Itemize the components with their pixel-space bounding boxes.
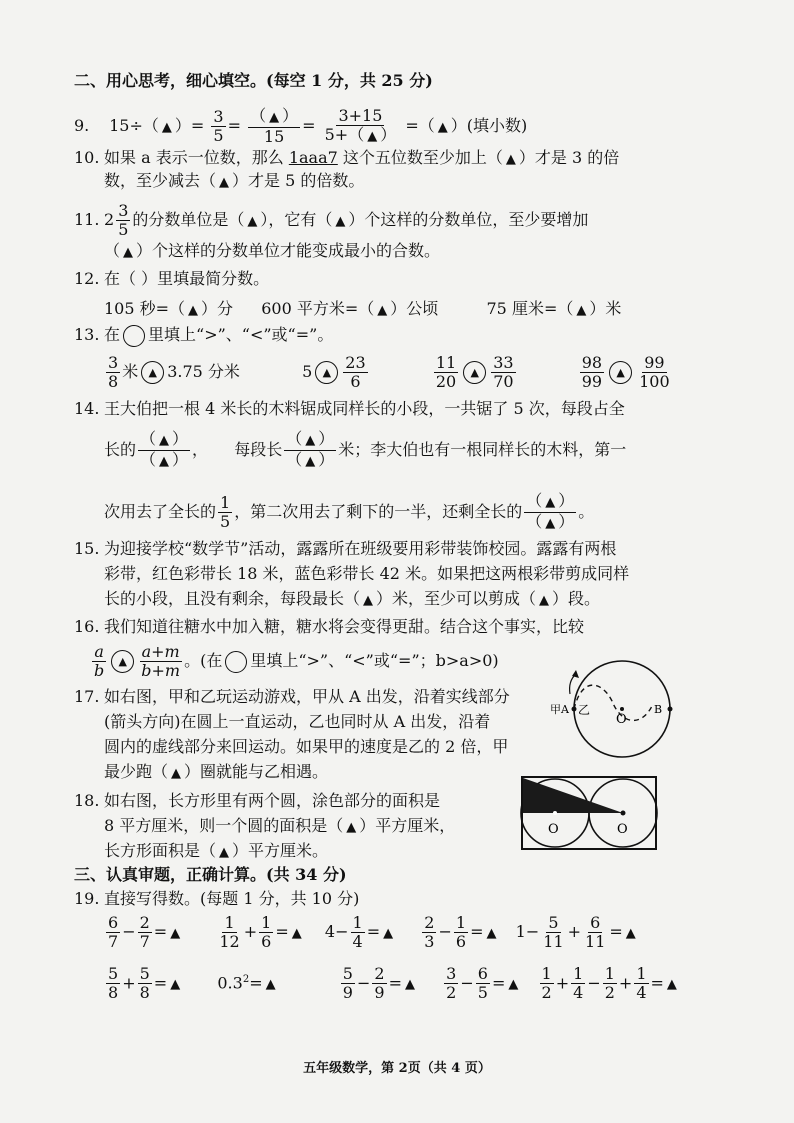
question-11-line-2: （ ▲ ）个这样的分数单位才能变成最小的合数。 — [104, 241, 441, 260]
fraction: $\frac{3}{5}$ — [213, 107, 224, 145]
question-10-line-2: 数，至少减去（ ▲ ）才是 5 的倍数。 — [104, 171, 365, 190]
fraction: $\frac{3+15}{5+( ▲ )}$ — [324, 106, 397, 144]
question-9: 9. 15÷（ ▲ ）= $\frac{3}{5}$ = （ ▲ ） 15 = $\frac{3+15}{5+( ▲ )}$ =（ ▲ ）(填小数) — [74, 106, 528, 146]
rectangle-two-circles-figure — [520, 775, 660, 853]
circled-triangle-icon: ▲ — [463, 361, 486, 384]
question-13: 13. 在 里填上“>”、“<”或“=”。 — [74, 324, 333, 347]
circle-motion-figure — [542, 656, 677, 766]
circled-triangle-icon: ▲ — [141, 361, 164, 384]
calc-row-2: $\frac{5}{8}$ + $\frac{5}{8}$ = ▲ $0.3^2=$ ▲ $\frac{5}{9}$ − $\frac{2}{9}$ = ▲ $\frac{3}{2}$ − $\frac{6}{5}$ = ▲ $\frac{1}{2}$ + $\frac{1}{4}$ − $\frac{1}{2}$ + $\frac{1}{4}$ = ▲ — [108, 964, 677, 1003]
circled-triangle-icon: ▲ — [315, 361, 338, 384]
question-14: 14. 王大伯把一根 4 米长的木料锯成同样长的小段，一共锯了 5 次，每段占全 — [74, 399, 625, 418]
question-14-line-3: 次用去了全长的 $\frac{1}{5}$ ，第二次用去了剩下的一半，还剩全长的 （ ▲ ） （ ▲ ） 。 — [104, 491, 595, 531]
question-14-line-2: 长的 （ ▲ ） （ ▲ ） ， 每段长 （ ▲ ） （ ▲ ） 米；李大伯也有一根同样长的木料，第一 — [104, 429, 627, 469]
question-18: 18. 如右图，长方形里有两个圆，涂色部分的面积是 — [74, 791, 441, 810]
section-3-title: 三、认真审题，正确计算。(共 34 分) — [74, 865, 347, 884]
question-16: 16. 我们知道往糖水中加入糖，糖水将会变得更甜。结合这个事实，比较 — [74, 617, 585, 636]
question-12-line-2: 105 秒=（ ▲ ）分 600 平方米=（ ▲ ）公顷 75 厘米=（ ▲ ）米 — [104, 299, 622, 318]
answer-blank-icon: ▲ — [161, 120, 172, 135]
question-17: 17. 如右图，甲和乙玩运动游戏，甲从 A 出发，沿着实线部分 — [74, 687, 510, 706]
question-16-line-2: $\frac{a}{b}$ ▲ $\frac{a+m}{b+m}$ 。(在 里填上“>”、“<”或“=”；b>a>0) — [94, 642, 499, 680]
section-2-title: 二、用心思考，细心填空。(每空 1 分，共 25 分) — [74, 71, 433, 90]
question-11: 11. 2 $\frac{3}{5}$ 的分数单位是（ ▲ ），它有（ ▲ ）个这样的分数单位，至少要增加 — [74, 201, 589, 239]
question-13-items: $\frac{3}{8}$ 米 ▲ 3.75 分米 5 ▲ $\frac{23}{6}$ $\frac{11}{20}$ ▲ $\frac{33}{70}$ $\frac{98}{99}$ ▲ $\frac{99}{100}$ — [108, 353, 670, 391]
circled-triangle-icon: ▲ — [111, 650, 134, 673]
five-digit-number: 1aaa7 — [288, 148, 338, 167]
question-10: 10. 如果 a 表示一位数，那么 1aaa7 这个五位数至少加上（ ▲ ）才是 3 的倍 — [74, 148, 620, 167]
empty-circle-icon — [123, 325, 145, 347]
svg-text:O: O — [617, 822, 628, 837]
question-19: 19. 直接写得数。(每题 1 分，共 10 分) — [74, 889, 360, 908]
fraction: $\frac{3}{5}$ — [118, 201, 129, 239]
svg-text:乙: 乙 — [578, 703, 591, 717]
svg-text:O: O — [548, 822, 559, 837]
circled-triangle-icon: ▲ — [609, 361, 632, 384]
question-15-line-3: 长的小段，且没有剩余，每段最长（ ▲ ）米，至少可以剪成（ ▲ ）段。 — [104, 589, 601, 608]
question-15: 15. 为迎接学校“数学节”活动，露露所在班级要用彩带装饰校园。露露有两根 — [74, 539, 617, 558]
point-a-label: 甲A — [550, 703, 569, 716]
svg-text:O: O — [616, 712, 627, 727]
calc-row-1: $\frac{6}{7}$ − $\frac{2}{7}$ = ▲ $\frac{1}{12}$ + $\frac{1}{6}$ = ▲ 4− $\frac{1}{4}$ = ▲ $\frac{2}{3}$ − $\frac{1}{6}$ = ▲ 1− $\frac{5}{11}$ + $\frac{6}{11}$ = ▲ — [108, 913, 636, 951]
fraction: （ ▲ ） 15 — [250, 106, 299, 146]
question-15-line-2: 彩带，红色彩带长 18 米，蓝色彩带长 42 米。如果把这两根彩带剪成同样 — [104, 564, 630, 583]
svg-text:B: B — [654, 703, 663, 716]
empty-circle-icon — [225, 651, 247, 673]
question-12: 12. 在（ ）里填最简分数。 — [74, 269, 270, 288]
page-footer: 五年级数学，第 2页（共 4 页） — [303, 1061, 491, 1076]
